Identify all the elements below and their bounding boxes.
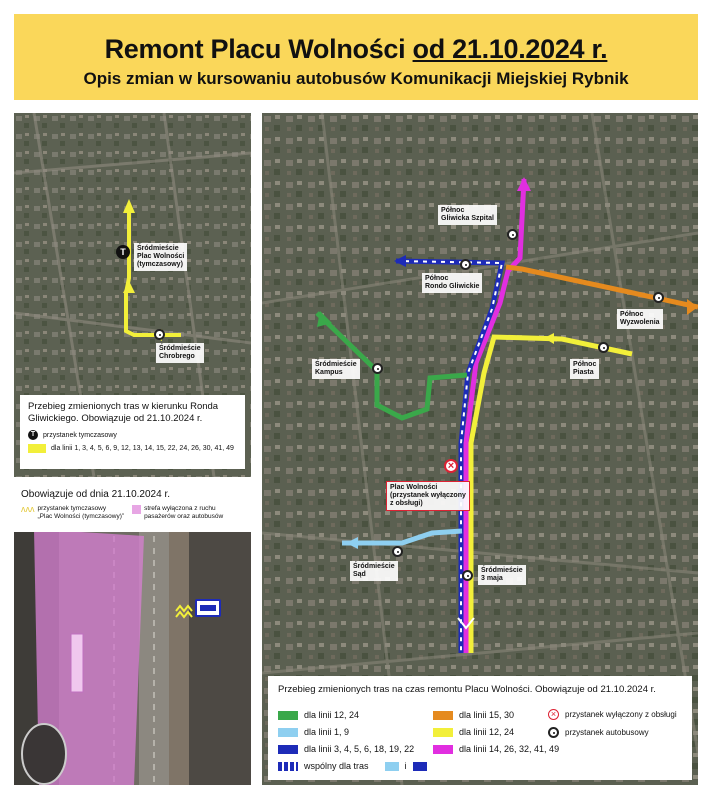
- swatch-common: [278, 762, 298, 771]
- swatch-orange: [433, 711, 453, 720]
- stop-label-kampus: Śródmieście Kampus: [312, 359, 360, 379]
- swatch-lightblue: [278, 728, 298, 737]
- map-right[interactable]: [262, 113, 698, 785]
- legend-blue: dla linii 3, 4, 5, 6, 18, 19, 22: [304, 744, 415, 754]
- legend-zone: strefa wyłączona z ruchu pasażerów oraz autobusów: [144, 505, 224, 520]
- temp-stop-icon[interactable]: T: [116, 245, 130, 259]
- stop-chrobrego[interactable]: [154, 329, 165, 340]
- map-bottom-left[interactable]: [14, 484, 251, 785]
- stop-gliwicka-szpital[interactable]: [507, 229, 518, 240]
- temp-stop-legend-icon: T: [28, 430, 38, 440]
- stop-wyzwolenia[interactable]: [653, 292, 664, 303]
- legend-green: dla linii 12, 24: [304, 710, 360, 720]
- temp-stop-mark-icon: ʌʌʌ: [21, 504, 35, 514]
- stop-label-plac-wolnosci: Plac Wolności (przystanek wyłączony z obsługi): [386, 481, 470, 511]
- legend-temp-stop: przystanek tymczasowy: [43, 431, 117, 439]
- legend-magenta: dla linii 14, 26, 32, 41, 49: [459, 744, 560, 754]
- legend-orange: dla linii 15, 30: [459, 710, 515, 720]
- legend-temp-stop-bl: przystanek tymczasowy „Plac Wolności (tymczasowy)”: [37, 505, 125, 520]
- bottom-left-title: Obowiązuje od dnia 21.10.2024 r.: [21, 489, 170, 500]
- caption-text: Przebieg zmienionych tras w kierunku Ronda Gliwickiego. Obowiązuje od 21.10.2024 r.: [28, 401, 219, 424]
- bus-stop-sign-icon[interactable]: [195, 599, 221, 617]
- stop-label-sad: Śródmieście Sąd: [350, 561, 398, 581]
- map-top-left[interactable]: [14, 113, 251, 477]
- stop-sad[interactable]: [392, 546, 403, 557]
- legend-card-right: [268, 676, 692, 780]
- stop-label-gliwicka-szpital: Północ Gliwicka Szpital: [438, 205, 497, 225]
- stop-label-wyzwolenia: Północ Wyzwolenia: [617, 309, 663, 329]
- swatch-common-lightblue: [385, 762, 399, 771]
- stop-kampus[interactable]: [372, 363, 383, 374]
- stop-disabled-icon[interactable]: ×: [444, 459, 458, 473]
- stop-label-piasta: Północ Piasta: [570, 359, 599, 379]
- caption-card: [20, 395, 245, 469]
- legend-lightblue: dla linii 1, 9: [304, 727, 350, 737]
- legend-title: Przebieg zmienionych tras na czas remontu Placu Wolności. Obowiązuje od 21.10.2024 r.: [278, 684, 656, 695]
- legend-common: wspólny dla tras: [304, 761, 369, 771]
- page-subtitle: Opis zmian w kursowaniu autobusów Komunikacji Miejskiej Rybnik: [83, 69, 629, 88]
- legend-zone-swatch: [132, 505, 141, 514]
- bus-stop-legend-icon: [548, 727, 559, 738]
- stop-disabled-legend-icon: ×: [548, 709, 559, 720]
- swatch-blue: [278, 745, 298, 754]
- swatch-yellow: [433, 728, 453, 737]
- stop-label-rondo-gliwickie: Północ Rondo Gliwickie: [422, 273, 482, 293]
- header-banner: [14, 14, 698, 100]
- legend-lines: dla linii 1, 3, 4, 5, 6, 9, 12, 13, 14, 15, 22, 24, 26, 30, 41, 49: [51, 445, 234, 452]
- stop-label-plac-wolnosci-temp: Śródmieście Plac Wolności (tymczasowy): [134, 243, 187, 271]
- legend-common-suffix: i: [404, 761, 407, 771]
- page-title: [14, 34, 698, 65]
- stop-piasta[interactable]: [598, 342, 609, 353]
- legend-yellow: dla linii 12, 24: [459, 727, 515, 737]
- stop-label-chrobrego: Śródmieście Chrobrego: [156, 343, 204, 363]
- legend-card-bottom-left: [14, 484, 251, 532]
- title-date: od 21.10.2024 r.: [412, 34, 608, 64]
- legend-stop: przystanek autobusowy: [565, 728, 649, 737]
- swatch-green: [278, 711, 298, 720]
- legend-swatch-yellow: [28, 444, 46, 453]
- swatch-common-blue: [413, 762, 427, 771]
- title-main: Remont Placu Wolności: [104, 34, 413, 64]
- stop-label-3-maja: Śródmieście 3 maja: [478, 565, 526, 585]
- swatch-magenta: [433, 745, 453, 754]
- stop-rondo-gliwickie[interactable]: [460, 259, 471, 270]
- legend-stop-disabled: przystanek wyłączony z obsługi: [565, 710, 677, 719]
- stop-3-maja[interactable]: [462, 570, 473, 581]
